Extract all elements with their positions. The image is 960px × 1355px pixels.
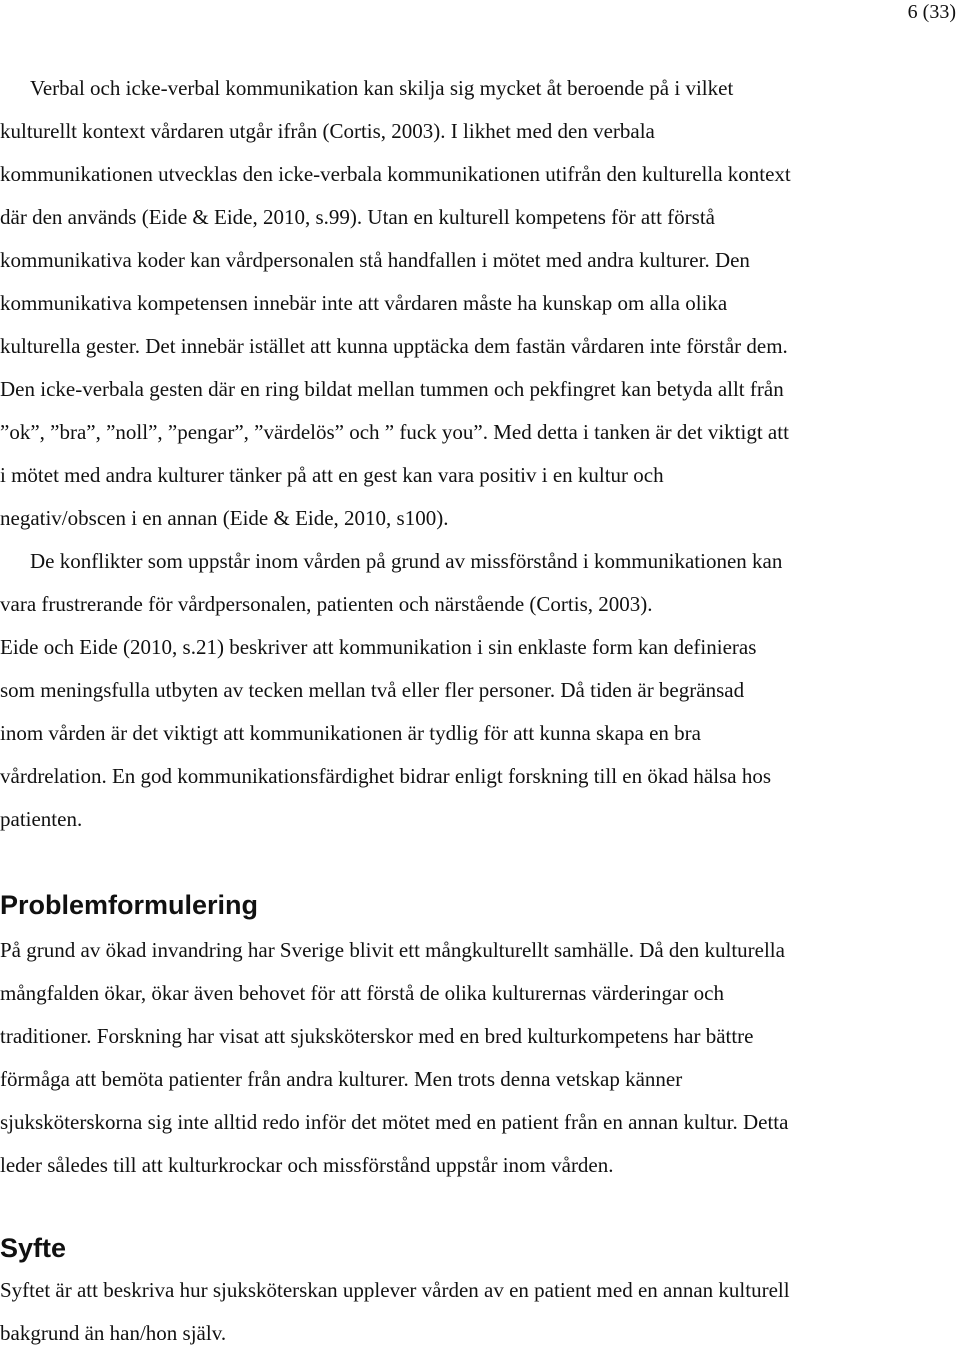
text-line: vårdrelation. En god kommunikationsfärdighet bidrar enligt forskning till en ökad hälsa hos	[0, 764, 772, 788]
text-line: där den används (Eide & Eide, 2010, s.99). Utan en kulturell kompetens för att förstå	[0, 205, 715, 229]
text-line: kulturella gester. Det innebär istället att kunna upptäcka dem fastän vårdaren inte förstår dem.	[0, 334, 788, 358]
text-line: Den icke-verbala gesten där en ring bildat mellan tummen och pekfingret kan betyda allt från	[0, 377, 784, 401]
paragraph-verbal-communication	[0, 67, 950, 540]
paragraph-conflicts	[0, 540, 950, 841]
section-heading-syfte: Syfte	[0, 1233, 67, 1263]
section-heading-problemformulering: Problemformulering	[0, 890, 259, 920]
page-number: 6 (33)	[907, 1, 956, 23]
text-line: som meningsfulla utbyten av tecken mellan två eller fler personer. Då tiden är begränsad	[0, 678, 745, 702]
text-line: traditioner. Forskning har visat att sjuksköterskor med en bred kulturkompetens har bättre	[0, 1024, 754, 1048]
text-line: inom vården är det viktigt att kommunikationen är tydlig för att kunna skapa en bra	[0, 721, 701, 745]
text-line: På grund av ökad invandring har Sverige blivit ett mångkulturellt samhälle. Då den kulturella	[0, 938, 785, 962]
text-line: Syftet är att beskriva hur sjuksköterskan upplever vården av en patient med en annan kulturell	[0, 1278, 790, 1302]
text-line: kulturellt kontext vårdaren utgår ifrån (Cortis, 2003). I likhet med den verbala	[0, 119, 655, 143]
text-line: negativ/obscen i en annan (Eide & Eide, 2010, s100).	[0, 506, 449, 530]
text-line: kommunikationen utvecklas den icke-verbala kommunikationen utifrån den kulturella kontext	[0, 162, 791, 186]
document-body	[0, 67, 950, 1355]
text-line: leder således till att kulturkrockar och missförstånd uppstår inom vården.	[0, 1153, 614, 1177]
text-line: bakgrund än han/hon själv.	[0, 1321, 227, 1345]
text-line: i mötet med andra kulturer tänker på att en gest kan vara positiv i en kultur och	[0, 463, 664, 487]
text-line: Eide och Eide (2010, s.21) beskriver att kommunikation i sin enklaste form kan definieras	[0, 635, 757, 659]
text-line: De konflikter som uppstår inom vården på grund av missförstånd i kommunikationen kan	[30, 549, 783, 573]
text-line: ”ok”, ”bra”, ”noll”, ”pengar”, ”värdelös” och ” fuck you”. Med detta i tanken är det viktigt att	[0, 420, 789, 444]
text-line: patienten.	[0, 807, 83, 831]
text-line: kommunikativa koder kan vårdpersonalen stå handfallen i mötet med andra kulturer. Den	[0, 248, 750, 272]
text-line: förmåga att bemöta patienter från andra kulturer. Men trots denna vetskap känner	[0, 1067, 683, 1091]
paragraph-problemformulering	[0, 929, 950, 1187]
text-line: Verbal och icke-verbal kommunikation kan skilja sig mycket åt beroende på i vilket	[30, 76, 734, 100]
text-line: sjuksköterskorna sig inte alltid redo inför det mötet med en patient från en annan kultur. Detta	[0, 1110, 789, 1134]
paragraph-syfte	[0, 1269, 950, 1355]
text-line: kommunikativa kompetensen innebär inte att vårdaren måste ha kunskap om alla olika	[0, 291, 728, 315]
text-line: mångfalden ökar, ökar även behovet för att förstå de olika kulturernas värderingar och	[0, 981, 724, 1005]
text-line: vara frustrerande för vårdpersonalen, patienten och närstående (Cortis, 2003).	[0, 592, 653, 616]
